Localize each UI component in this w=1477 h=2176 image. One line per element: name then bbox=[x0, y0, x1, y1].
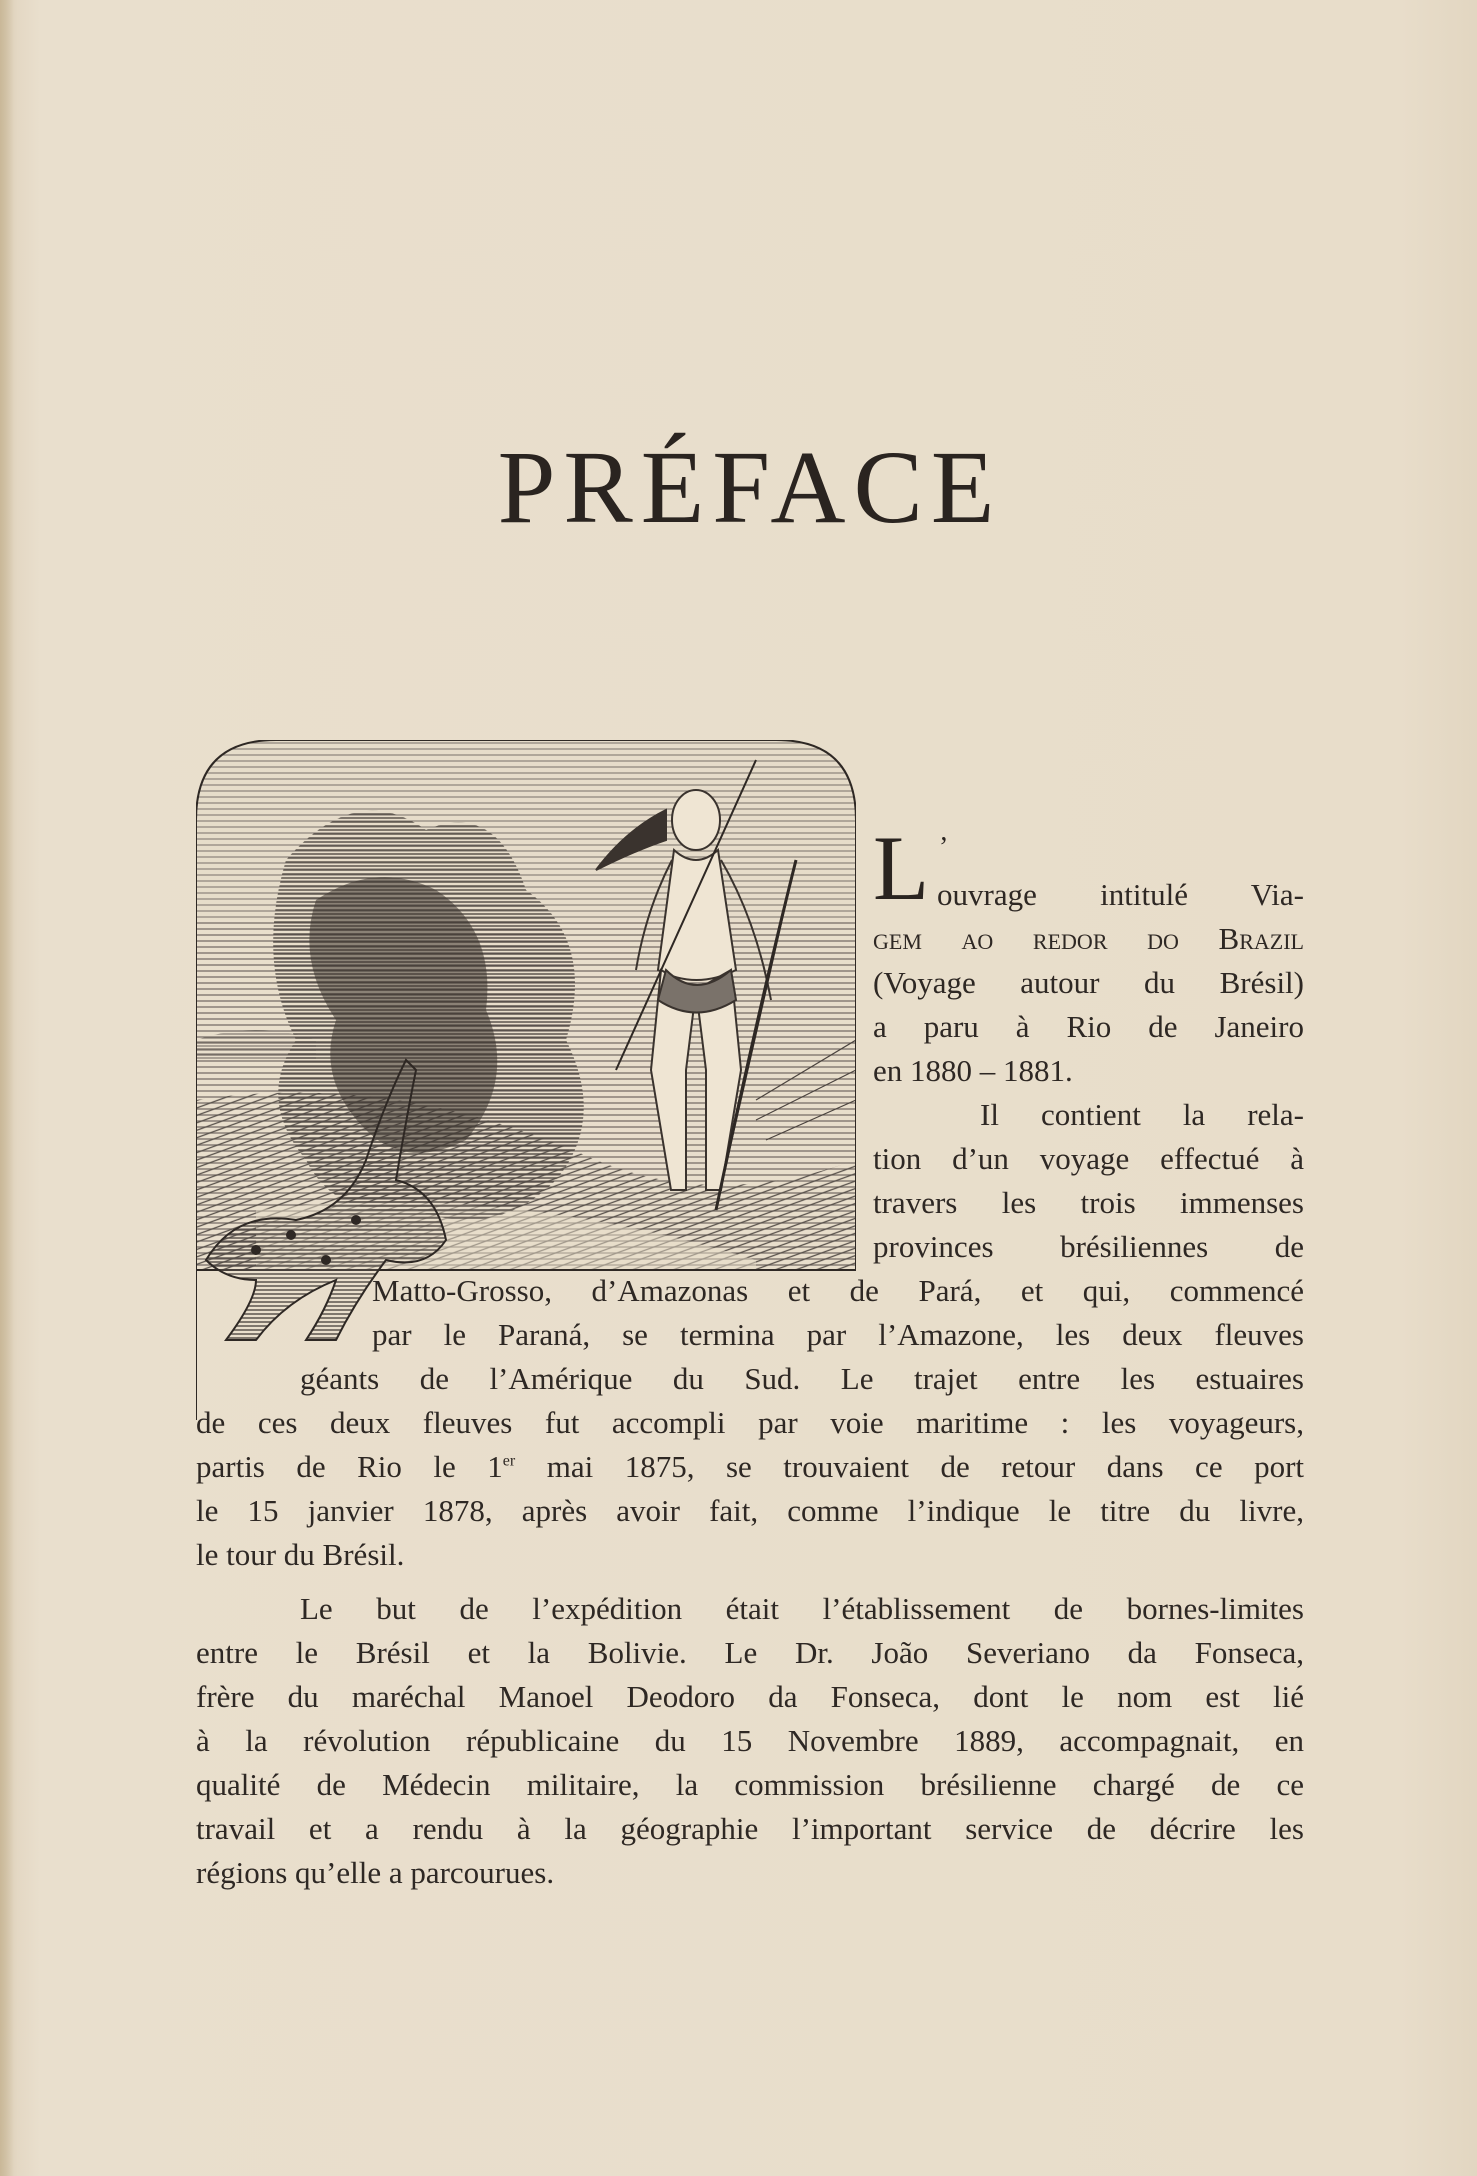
text-line: en 1880 – 1881. bbox=[873, 1053, 1073, 1088]
text-line: régions qu’elle a parcourues. bbox=[196, 1855, 555, 1890]
text-line: entre le Brésil et la Bolivie. Le Dr. João Severiano da Fonseca, bbox=[196, 1635, 1304, 1670]
text-line: le 15 janvier 1878, après avoir fait, comme l’indique le titre du livre, bbox=[196, 1493, 1304, 1528]
text-line: frère du maréchal Manoel Deodoro da Fonseca, dont le nom est lié bbox=[196, 1679, 1304, 1714]
text-line: à la révolution républicaine du 15 Novembre 1889, accompagnait, en bbox=[196, 1723, 1304, 1758]
page-gutter bbox=[0, 0, 14, 2176]
text-line: ouvrage intitulé Via- bbox=[937, 877, 1304, 912]
text-line: par le Paraná, se termina par l’Amazone, les deux fleuves bbox=[372, 1317, 1304, 1352]
text-line: Le but de l’expédition était l’établissement de bornes-limites bbox=[300, 1591, 1304, 1626]
text-line: le tour du Brésil. bbox=[196, 1537, 405, 1572]
text-line: travail et a rendu à la géographie l’important service de décrire les bbox=[196, 1811, 1304, 1846]
text-line: de ces deux fleuves fut accompli par voie maritime : les voyageurs, bbox=[196, 1405, 1304, 1440]
text-line: tion d’un voyage effectué à bbox=[873, 1141, 1304, 1176]
drop-cap-letter: L bbox=[873, 817, 930, 919]
text-segment: partis de Rio le 1 bbox=[196, 1449, 503, 1484]
page-title: PRÉFACE bbox=[497, 430, 1003, 545]
text-line: provinces brésiliennes de bbox=[873, 1229, 1304, 1264]
text-line bbox=[196, 1445, 1304, 1489]
text-line: qualité de Médecin militaire, la commission brésilienne chargé de ce bbox=[196, 1767, 1304, 1802]
text-line: Il contient la rela- bbox=[980, 1097, 1304, 1132]
text-line: Matto-Grosso, d’Amazonas et de Pará, et qui, commencé bbox=[372, 1273, 1304, 1308]
text-segment: mai 1875, se trouvaient de retour dans ce port bbox=[515, 1449, 1305, 1484]
text-line: géants de l’Amérique du Sud. Le trajet entre les estuaires bbox=[300, 1361, 1304, 1396]
text-line: a paru à Rio de Janeiro bbox=[873, 1009, 1304, 1044]
text-line: travers les trois immenses bbox=[873, 1185, 1304, 1220]
drop-cap-apostrophe: ’ bbox=[939, 832, 949, 863]
superscript-er: er bbox=[502, 1452, 516, 1470]
text-line: (Voyage autour du Brésil) bbox=[873, 965, 1304, 1000]
text-line: gem ao redor do Brazil bbox=[873, 921, 1304, 956]
